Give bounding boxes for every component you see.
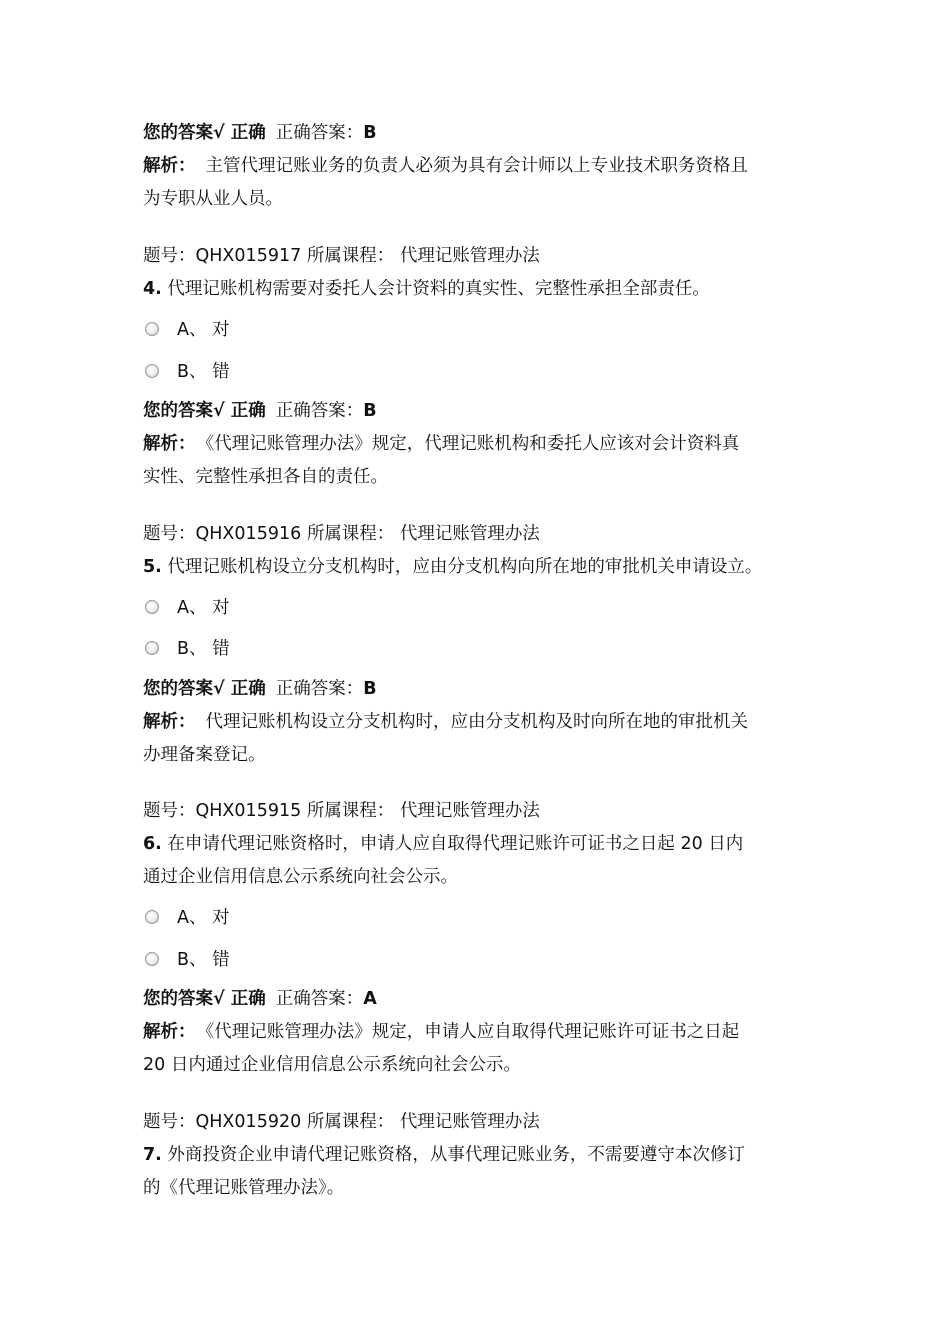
question-text	[143, 273, 823, 306]
question-text-line: 通过企业信用信息公示系统向社会公示。	[143, 867, 458, 887]
question-meta	[143, 1106, 823, 1139]
analysis-line	[143, 428, 823, 461]
qid-label: 题号：	[143, 801, 196, 821]
your-answer-label: 您的答案√ 正确	[143, 989, 266, 1009]
analysis-label: 解析：	[143, 712, 196, 732]
correct-answer-value: B	[363, 123, 377, 143]
question-number: 6.	[143, 834, 162, 854]
qid-value: QHX015915	[195, 801, 302, 821]
course-label: 所属课程：	[306, 246, 395, 266]
analysis-text: 代理记账机构设立分支机构时，应由分支机构及时向所在地的审批机关	[205, 712, 748, 732]
option-label: A、 对	[177, 908, 230, 928]
analysis-line	[143, 1016, 823, 1049]
question-7	[143, 1106, 823, 1205]
analysis-label: 解析：	[143, 434, 196, 454]
option-label: B、 错	[177, 639, 230, 659]
question-text-line: 在申请代理记账资格时，申请人应自取得代理记账许可证书之日起 20 日内	[167, 834, 744, 854]
analysis-text: 《代理记账管理办法》规定，申请人应自取得代理记账许可证书之日起	[205, 1022, 740, 1042]
analysis-text: 《代理记账管理办法》规定，代理记账机构和委托人应该对会计资料真	[205, 434, 740, 454]
qid-value: QHX015917	[195, 246, 302, 266]
analysis-line	[143, 150, 823, 183]
answer-line	[143, 395, 823, 428]
qid-value: QHX015920	[195, 1112, 302, 1132]
analysis-label: 解析：	[143, 156, 196, 176]
qid-label: 题号：	[143, 246, 196, 266]
question-text	[143, 1139, 823, 1172]
correct-answer-label: 正确答案：	[275, 989, 364, 1009]
question-meta	[143, 240, 823, 273]
question-meta	[143, 518, 823, 551]
analysis-text: 主管代理记账业务的负责人必须为具有会计师以上专业技术职务资格且	[205, 156, 748, 176]
analysis-text: 20 日内通过企业信用信息公示系统向社会公示。	[143, 1055, 521, 1075]
radio-button-icon[interactable]	[145, 641, 159, 655]
course-label: 所属课程：	[306, 1112, 395, 1132]
question-6	[143, 795, 823, 894]
answer-line	[143, 117, 823, 150]
analysis-line	[143, 706, 823, 739]
question-text-line: 代理记账机构需要对委托人会计资料的真实性、完整性承担全部责任。	[167, 279, 710, 299]
question-number: 5.	[143, 557, 162, 577]
course-name: 代理记账管理办法	[399, 524, 540, 544]
correct-answer-label: 正确答案：	[275, 679, 364, 699]
your-answer-label: 您的答案√ 正确	[143, 401, 266, 421]
question-text	[143, 828, 823, 861]
option-label: B、 错	[177, 950, 230, 970]
question-text-line: 的《代理记账管理办法》。	[143, 1178, 345, 1198]
analysis-text: 为专职从业人员。	[143, 189, 283, 209]
course-name: 代理记账管理办法	[399, 246, 540, 266]
correct-answer-value: B	[363, 401, 377, 421]
qid-label: 题号：	[143, 1112, 196, 1132]
radio-button-icon[interactable]	[145, 364, 159, 378]
option-label: A、 对	[177, 320, 230, 340]
option-label: B、 错	[177, 362, 230, 382]
question-number: 7.	[143, 1145, 162, 1165]
question-number: 4.	[143, 279, 162, 299]
question-5	[143, 518, 823, 584]
course-name: 代理记账管理办法	[399, 1112, 540, 1132]
answer-section-q5	[143, 673, 823, 772]
qid-label: 题号：	[143, 524, 196, 544]
answer-section-q6	[143, 983, 823, 1082]
question-text-line: 外商投资企业申请代理记账资格，从事代理记账业务，不需要遵守本次修订	[167, 1145, 745, 1165]
answer-line	[143, 673, 823, 706]
course-label: 所属课程：	[306, 524, 395, 544]
radio-button-icon[interactable]	[145, 910, 159, 924]
course-name: 代理记账管理办法	[399, 801, 540, 821]
analysis-text: 办理备案登记。	[143, 745, 266, 765]
your-answer-label: 您的答案√ 正确	[143, 123, 266, 143]
answer-section-q3	[143, 117, 823, 216]
answer-section-q4	[143, 395, 823, 494]
course-label: 所属课程：	[306, 801, 395, 821]
option-label: A、 对	[177, 598, 230, 618]
answer-line	[143, 983, 823, 1016]
question-4	[143, 240, 823, 306]
your-answer-label: 您的答案√ 正确	[143, 679, 266, 699]
radio-button-icon[interactable]	[145, 322, 159, 336]
radio-button-icon[interactable]	[145, 600, 159, 614]
correct-answer-value: A	[363, 989, 377, 1009]
question-meta	[143, 795, 823, 828]
correct-answer-label: 正确答案：	[275, 401, 364, 421]
radio-button-icon[interactable]	[145, 952, 159, 966]
analysis-text: 实性、完整性承担各自的责任。	[143, 467, 388, 487]
correct-answer-label: 正确答案：	[275, 123, 364, 143]
question-text-line: 代理记账机构设立分支机构时，应由分支机构向所在地的审批机关申请设立。	[167, 557, 763, 577]
qid-value: QHX015916	[195, 524, 302, 544]
analysis-label: 解析：	[143, 1022, 196, 1042]
correct-answer-value: B	[363, 679, 377, 699]
question-text	[143, 551, 823, 584]
